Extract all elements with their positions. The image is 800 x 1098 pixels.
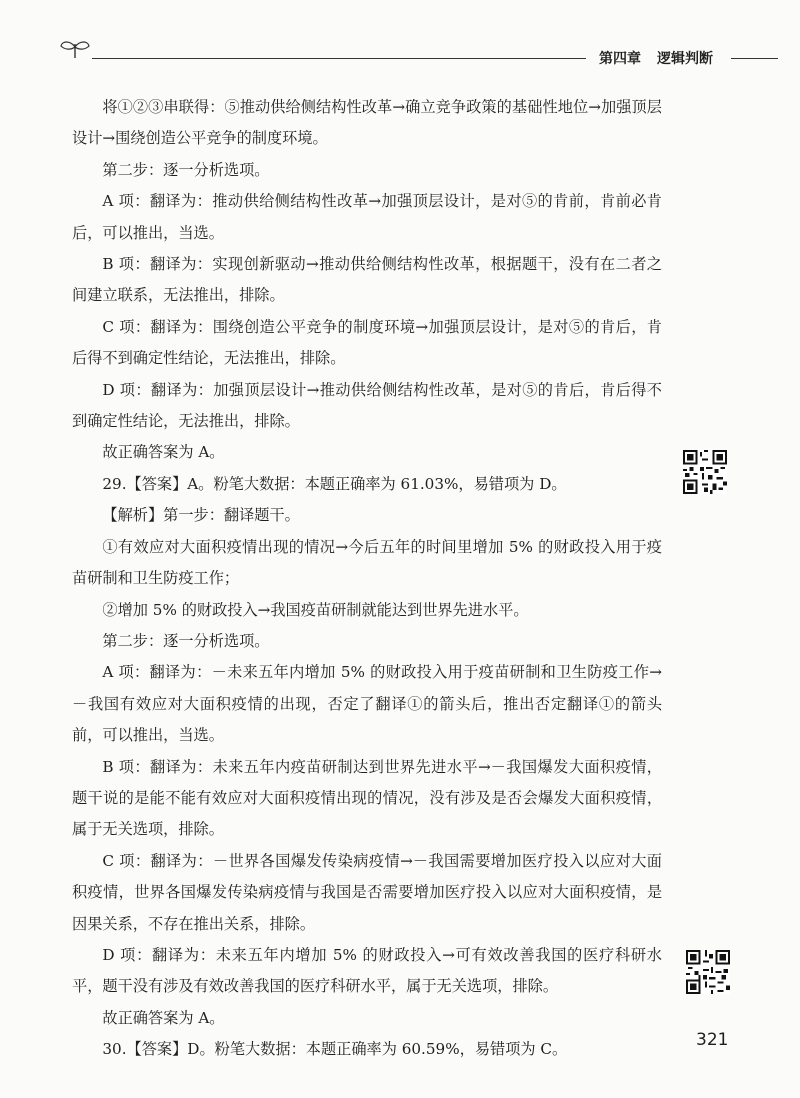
paragraph: ①有效应对大面积疫情出现的情况→今后五年的时间里增加 5% 的财政投入用于疫苗研制和卫生防疫工作； [72, 537, 662, 588]
paragraph: D 项：翻译为：加强顶层设计→推动供给侧结构性改革，是对⑤的肯后，肯后得不到确定性结论，无法推出，排除。 [72, 380, 662, 431]
answer-30: 30.【答案】D。粉笔大数据：本题正确率为 60.59%，易错项为 C。 [102, 1040, 568, 1059]
chapter-heading [599, 48, 713, 68]
header-rule-left [92, 58, 586, 59]
paragraph: 第二步：逐一分析选项。 [102, 631, 270, 650]
page-header [0, 0, 800, 80]
paragraph: ②增加 5% 的财政投入→我国疫苗研制就能达到世界先进水平。 [102, 600, 529, 619]
leaf-icon [58, 38, 92, 60]
paragraph: A 项：翻译为：推动供给侧结构性改革→加强顶层设计，是对⑤的肯前，肯前必肯后，可以推出，当选。 [72, 192, 662, 242]
header-rule-right [731, 58, 778, 59]
qr-code-icon [686, 950, 730, 994]
paragraph: D 项：翻译为：未来五年内增加 5% 的财政投入→可有效改善我国的医疗科研水平，题干没有涉及有效改善我国的医疗科研水平，属于无关选项，排除。 [72, 945, 662, 996]
answer-29: 29.【答案】A。粉笔大数据：本题正确率为 61.03%，易错项为 D。 [102, 474, 567, 493]
analysis-29: 【解析】第一步：翻译题干。 [102, 506, 300, 525]
body-text [72, 92, 662, 1066]
paragraph: 第二步：逐一分析选项。 [102, 160, 270, 179]
qr-code-icon [683, 450, 727, 494]
paragraph: C 项：翻译为：－世界各国爆发传染病疫情→－我国需要增加医疗投入以应对大面积疫情，世界各国爆发传染病疫情与我国是否需要增加医疗投入以应对大面积疫情，是因果关系，不存在推出关系，排除。 [72, 851, 662, 933]
paragraph: 故正确答案为 A。 [102, 1008, 225, 1027]
paragraph: A 项：翻译为：－未来五年内增加 5% 的财政投入用于疫苗研制和卫生防疫工作→－我国有效应对大面积疫情的出现，否定了翻译①的箭头后，推出否定翻译①的箭头前，可以推出，当选。 [72, 663, 662, 745]
chapter-title: 逻辑判断 [657, 51, 713, 67]
paragraph: B 项：翻译为：未来五年内疫苗研制达到世界先进水平→－我国爆发大面积疫情，题干说的是能不能有效应对大面积疫情出现的情况，没有涉及是否会爆发大面积疫情，属于无关选项，排除。 [72, 757, 662, 839]
paragraph: 将①②③串联得：⑤推动供给侧结构性改革→确立竞争政策的基础性地位→加强顶层设计→围绕创造公平竞争的制度环境。 [72, 98, 662, 148]
paragraph: C 项：翻译为：围绕创造公平竞争的制度环境→加强顶层设计，是对⑤的肯后，肯后得不到确定性结论，无法推出，排除。 [72, 317, 662, 368]
chapter-number: 第四章 [599, 51, 641, 67]
paragraph: 故正确答案为 A。 [102, 443, 225, 462]
paragraph: B 项：翻译为：实现创新驱动→推动供给侧结构性改革，根据题干，没有在二者之间建立联系，无法推出，排除。 [72, 255, 662, 305]
page-number: 321 [696, 1030, 729, 1050]
